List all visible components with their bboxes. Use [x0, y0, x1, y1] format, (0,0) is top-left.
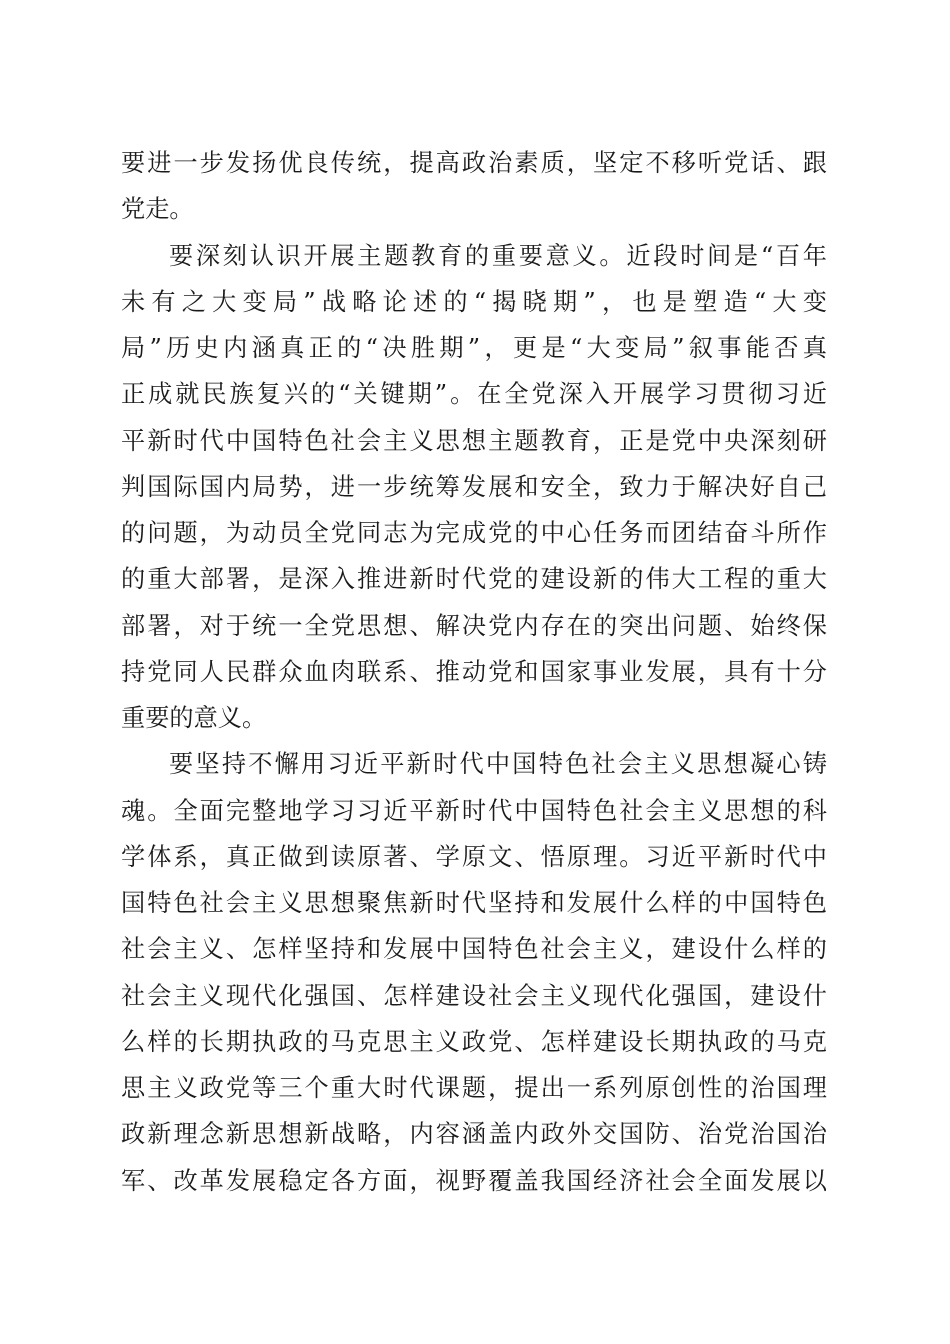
paragraph-2-line-8: 的重大部署，是深入推进新时代党的建设新的伟大工程的重大	[121, 565, 827, 593]
paragraph-2-line-7: 的问题，为动员全党同志为完成党的中心任务而团结奋斗所作	[121, 519, 827, 547]
paragraph-2-line-1: 要深刻认识开展主题教育的重要意义。近段时间是“百年	[169, 242, 827, 270]
paragraph-2-line-10: 持党同人民群众血肉联系、推动党和国家事业发展，具有十分	[121, 658, 827, 686]
paragraph-3-line-4: 国特色社会主义思想聚焦新时代坚持和发展什么样的中国特色	[121, 889, 827, 917]
paragraph-3-line-2: 魂。全面完整地学习习近平新时代中国特色社会主义思想的科	[121, 797, 827, 825]
paragraph-3-line-6: 社会主义现代化强国、怎样建设社会主义现代化强国，建设什	[121, 982, 827, 1010]
paragraph-1-line-1: 要进一步发扬优良传统，提高政治素质，坚定不移听党话、跟	[121, 149, 827, 177]
paragraph-2-line-5: 平新时代中国特色社会主义思想主题教育，正是党中央深刻研	[121, 427, 827, 455]
paragraph-3-line-10: 军、改革发展稳定各方面，视野覆盖我国经济社会全面发展以	[121, 1167, 827, 1195]
paragraph-3-line-5: 社会主义、怎样坚持和发展中国特色社会主义，建设什么样的	[121, 935, 827, 963]
paragraph-2-line-9: 部署，对于统一全党思想、解决党内存在的突出问题、始终保	[121, 612, 827, 640]
paragraph-2-line-11: 重要的意义。	[121, 704, 267, 732]
paragraph-2-line-6: 判国际国内局势，进一步统筹发展和安全，致力于解决好自己	[121, 473, 827, 501]
paragraph-3-line-3: 学体系，真正做到读原著、学原文、悟原理。习近平新时代中	[121, 843, 827, 871]
paragraph-3-line-8: 思主义政党等三个重大时代课题，提出一系列原创性的治国理	[121, 1074, 827, 1102]
paragraph-3-line-9: 政新理念新思想新战略，内容涵盖内政外交国防、治党治国治	[121, 1120, 827, 1148]
paragraph-1-line-2: 党走。	[121, 195, 194, 223]
paragraph-2-line-4: 正成就民族复兴的“关键期”。在全党深入开展学习贯彻习近	[121, 380, 827, 408]
paragraph-3-line-1: 要坚持不懈用习近平新时代中国特色社会主义思想凝心铸	[169, 750, 827, 778]
paragraph-2-line-3: 局”历史内涵真正的“决胜期”，更是“大变局”叙事能否真	[121, 334, 827, 362]
paragraph-2-line-2: 未有之大变局”战略论述的“揭晓期”，也是塑造“大变	[121, 288, 827, 316]
paragraph-3-line-7: 么样的长期执政的马克思主义政党、怎样建设长期执政的马克	[121, 1028, 827, 1056]
